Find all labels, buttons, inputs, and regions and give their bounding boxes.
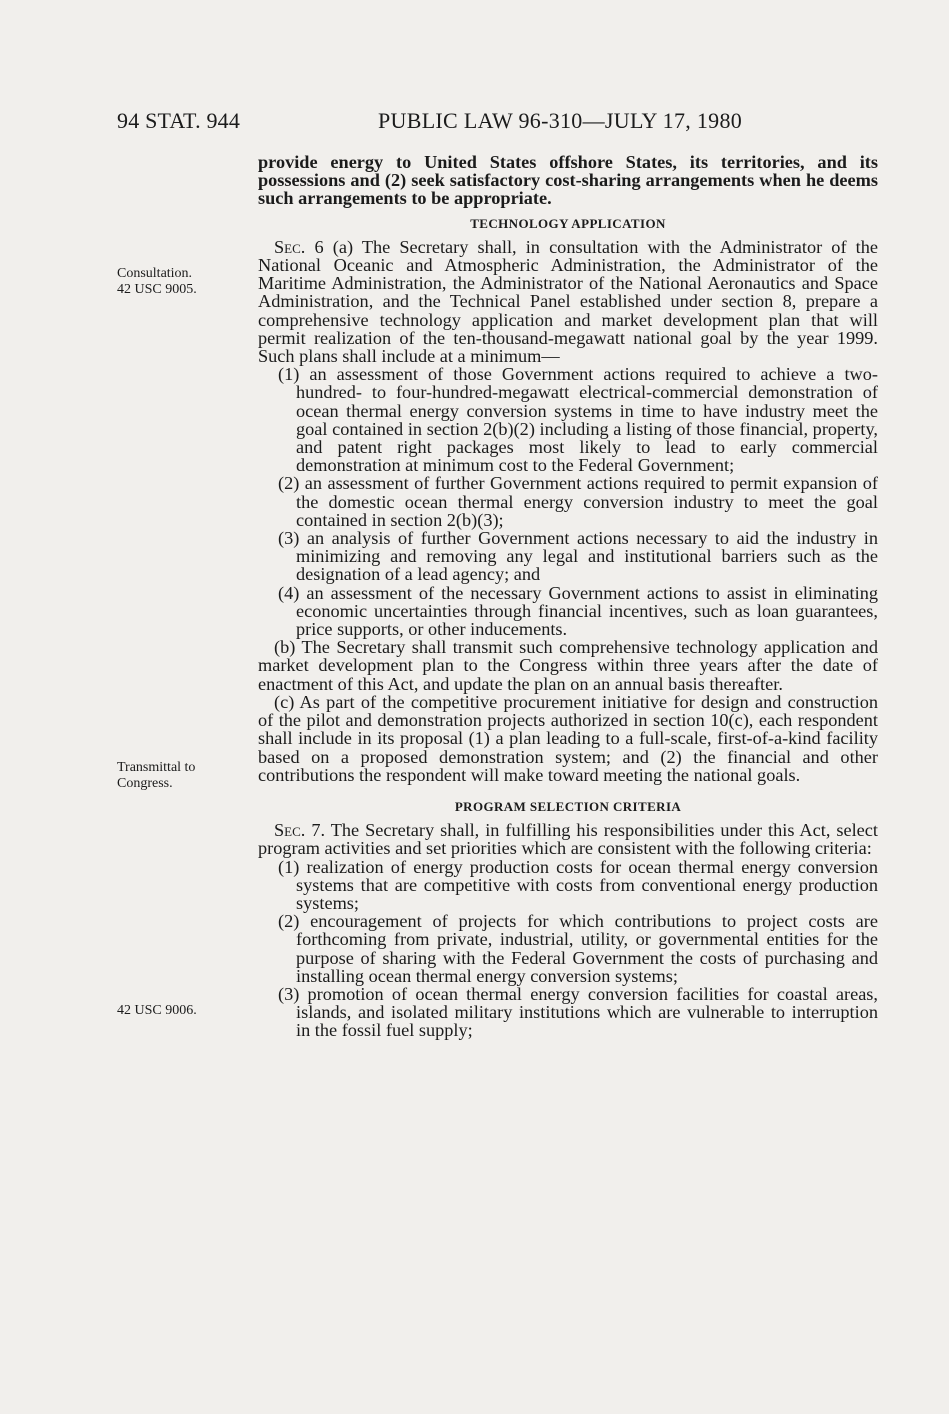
section-7-text: 7. The Secretary shall, in fulfilling his responsibilities under this Act, select program activities and set priorities which are consistent with the following criteria:: [258, 820, 878, 859]
statute-page-number: 94 STAT. 944: [117, 108, 241, 133]
section-label: Sec.: [274, 236, 306, 257]
section-7: [258, 821, 878, 857]
section-6b: (b) The Secretary shall transmit such comprehensive technology application and market development plan to the Congress within three years after the date of enactment of this Act, and update the plan on an annual basis thereafter.: [258, 637, 878, 694]
section-6a-text: 6 (a) The Secretary shall, in consultation with the Administrator of the National Oceanic and Atmospheric Administration, the Administrator of the Maritime Administration, the Administrator of the National Aeronautics and Space Administration, and the Technical Panel established under section 8, prepare a comprehensive technology application and market development plan that will permit realization of the ten-thousand-megawatt national goal by the year 1999. Such plans shall include at a minimum—: [258, 236, 878, 367]
margin-note-consultation: [117, 266, 197, 298]
section-heading-program-selection: PROGRAM SELECTION CRITERIA: [454, 798, 682, 814]
running-header-title: PUBLIC LAW 96-310—JULY 17, 1980: [378, 108, 743, 133]
margin-note-line: Transmittal to: [117, 760, 196, 775]
section-6a: [258, 238, 878, 365]
section-7-criterion-3: (3) promotion of ocean thermal energy conversion facilities for coastal areas, islands, and isolated military institutions which are vulnerable to interruption in the fossil fuel supply;: [278, 983, 878, 1041]
margin-note-transmittal: [117, 760, 195, 792]
margin-note-usc9006: [117, 1003, 197, 1019]
section-6a-item-4: (4) an assessment of the necessary Government actions to assist in eliminating economic uncertainties through financial incentives, such as loan guarantees, price supports, or other inducements.: [278, 582, 878, 640]
margin-note-line: Consultation.: [117, 266, 193, 281]
section-7-criterion-2: (2) encouragement of projects for which contributions to project costs are forthcoming from private, industrial, utility, or governmental entities for the purpose of sharing with the Federal Government the costs of purchasing and installing ocean thermal energy conversion systems;: [278, 911, 878, 986]
section-6a-item-3: (3) an analysis of further Government actions necessary to aid the industry in minimizing and removing any legal and institutional barriers such as the designation of a lead agency; and: [278, 528, 878, 585]
section-7-criterion-1: (1) realization of energy production costs for ocean thermal energy conversion systems that are competitive with costs from conventional energy production systems;: [278, 856, 878, 913]
statute-body: [258, 153, 878, 1040]
section-6a-item-2: (2) an assessment of further Government actions required to permit expansion of the domestic ocean thermal energy conversion industry to meet the goal contained in section 2(b)(3);: [278, 473, 878, 530]
margin-note-line: Congress.: [117, 776, 173, 791]
opening-paragraph: provide energy to United States offshore States, its territories, and its possessions and (2) seek satisfactory cost-sharing arrangements when he deems such arrangements to be appropriate.: [258, 152, 878, 209]
section-6a-item-1: (1) an assessment of those Government actions required to achieve a two-hundred- to four-hundred-megawatt electrical-commercial demonstration of ocean thermal energy conversion systems in time to have industry meet the goal contained in section 2(b)(2) including a listing of those financial, property, and patent right packages most likely to lead to early commercial demonstration at minimum cost to the Federal Government;: [278, 364, 878, 476]
section-6c: (c) As part of the competitive procurement initiative for design and construction of the pilot and demonstration projects authorized in section 10(c), each respondent shall include in its proposal (1) a plan leading to a full-scale, first-of-a-kind facility based on a proposed demonstration system; and (2) the financial and other contributions the respondent will make toward meeting the national goals.: [258, 691, 878, 785]
margin-note-line: 42 USC 9005.: [117, 282, 197, 297]
section-label: Sec.: [274, 820, 306, 841]
section-heading-technology-application: TECHNOLOGY APPLICATION: [470, 215, 666, 231]
margin-note-line: 42 USC 9006.: [117, 1003, 197, 1018]
